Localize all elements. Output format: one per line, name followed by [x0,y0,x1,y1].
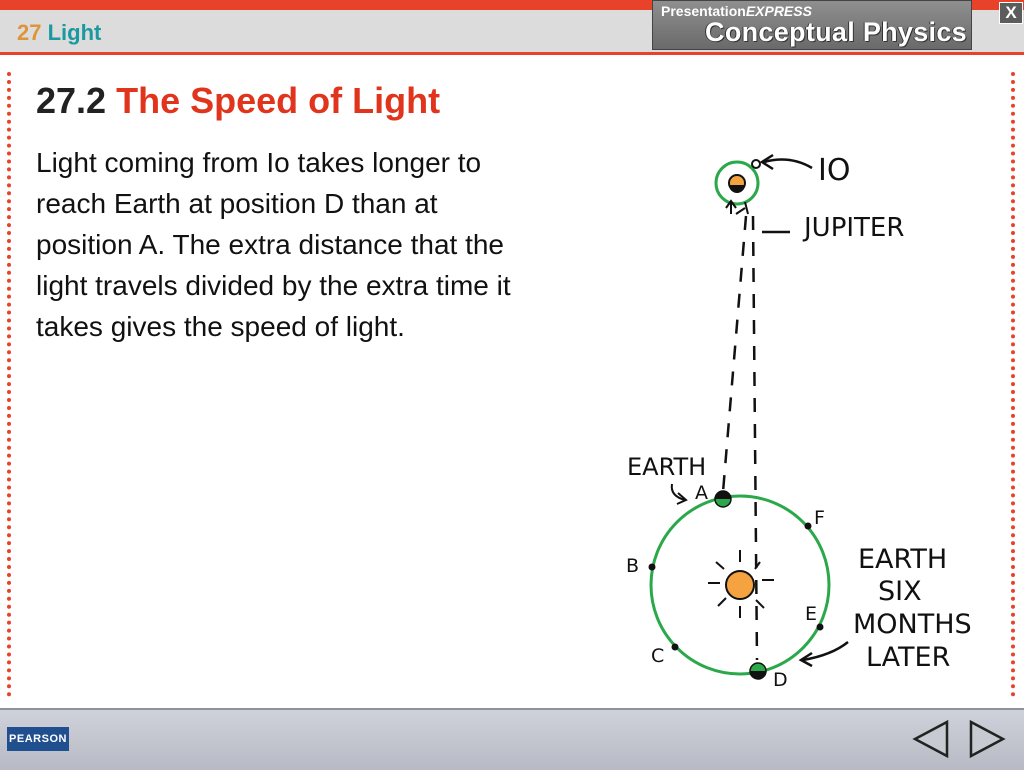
io-moon [752,160,760,168]
brand-presentation-text: Presentation [661,3,746,19]
section-title: The Speed of Light [116,80,441,121]
label-f: F [814,507,825,529]
orbit-point-e [817,624,824,631]
label-c: C [651,645,665,667]
chapter-heading [17,20,101,46]
label-a: A [695,482,708,504]
earth-a-shadow [715,491,731,499]
chapter-name: Light [47,20,102,45]
label-e: E [805,603,818,625]
jupiter-band [729,185,745,193]
pearson-logo: PEARSON [7,727,69,751]
sun [708,550,774,618]
orbit-point-c [672,644,679,651]
later-label-line4: LATER [866,642,951,673]
later-label-arrow [803,642,848,660]
io-jupiter-orbit-diagram [600,140,1000,700]
left-dotted-border [7,72,15,697]
orbit-point-b [649,564,656,571]
right-dotted-border [1011,72,1019,697]
chapter-number: 27 [17,20,42,45]
jupiter-label: JUPITER [804,213,905,243]
brand-title: Conceptual Physics [705,17,967,47]
earth-label: EARTH [627,453,707,481]
light-path-to-a [723,216,746,492]
brand-express-text: EXPRESS [745,3,812,19]
next-slide-icon[interactable] [966,719,1006,759]
io-label: IO [818,153,851,188]
earth-d-shadow [750,671,766,679]
later-label-line3: MONTHS [853,609,972,640]
light-path-to-d [753,216,757,660]
close-button[interactable]: X [999,2,1023,24]
label-d: D [773,669,788,691]
section-number: 27.2 [36,80,107,121]
later-label-line2: SIX [878,576,922,607]
previous-slide-icon[interactable] [912,719,952,759]
later-label-line1: EARTH [858,544,948,575]
orbit-point-f [805,523,812,530]
slide-title [36,80,440,122]
footer-bar [0,708,1024,770]
slide-body-text: Light coming from Io takes longer to reach Earth at position D than at position A. The extra distance that the light travels divided by the extra time it takes gives the speed of light. [36,147,511,342]
label-b: B [626,555,640,577]
brand-logo [652,0,972,50]
